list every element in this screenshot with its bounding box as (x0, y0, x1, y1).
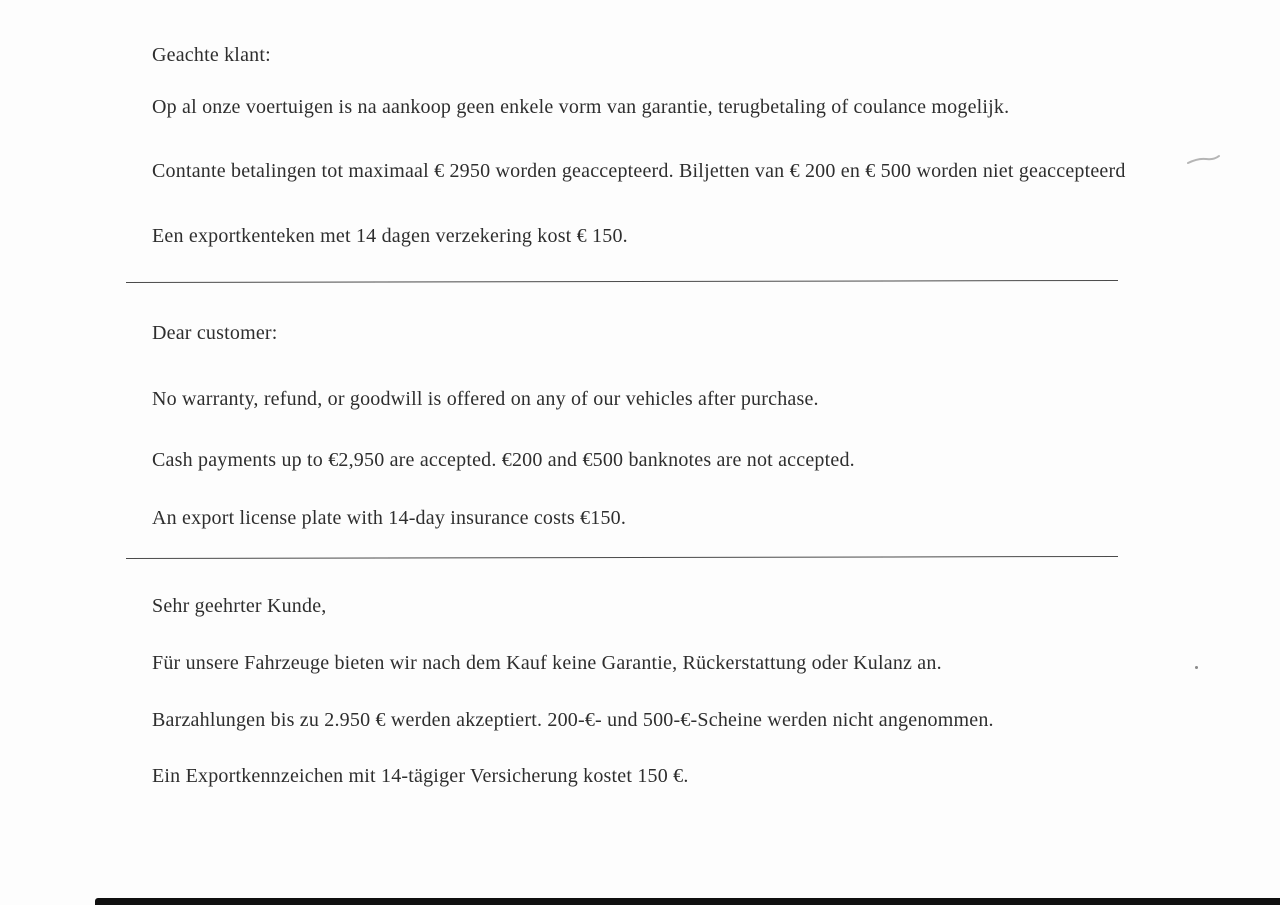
english-greeting: Dear customer: (152, 322, 278, 344)
english-line-cash: Cash payments up to €2,950 are accepted. €200 and €500 banknotes are not accepted. (152, 449, 855, 471)
dutch-line-export-plate: Een exportkenteken met 14 dagen verzekering kost € 150. (152, 225, 628, 247)
german-line-export-plate: Ein Exportkennzeichen mit 14-tägiger Versicherung kostet 150 €. (152, 765, 689, 787)
german-line-warranty: Für unsere Fahrzeuge bieten wir nach dem Kauf keine Garantie, Rückerstattung oder Kulanz an. (152, 652, 942, 674)
dutch-line-cash: Contante betalingen tot maximaal € 2950 worden geaccepteerd. Biljetten van € 200 en € 500 worden niet geaccepteerd (152, 160, 1126, 182)
dutch-greeting: Geachte klant: (152, 44, 271, 66)
english-line-warranty: No warranty, refund, or goodwill is offered on any of our vehicles after purchase. (152, 388, 819, 410)
section-divider-2 (126, 556, 1118, 559)
german-line-cash: Barzahlungen bis zu 2.950 € werden akzeptiert. 200-€- und 500-€-Scheine werden nicht angenommen. (152, 709, 994, 731)
pen-squiggle-mark (1186, 150, 1222, 170)
section-divider-1 (126, 280, 1118, 283)
scan-edge-bar (95, 898, 1280, 905)
ink-dot-mark (1195, 666, 1198, 669)
german-greeting: Sehr geehrter Kunde, (152, 595, 327, 617)
dutch-line-warranty: Op al onze voertuigen is na aankoop geen enkele vorm van garantie, terugbetaling of coulance mogelijk. (152, 96, 1010, 118)
english-line-export-plate: An export license plate with 14-day insurance costs €150. (152, 507, 627, 529)
